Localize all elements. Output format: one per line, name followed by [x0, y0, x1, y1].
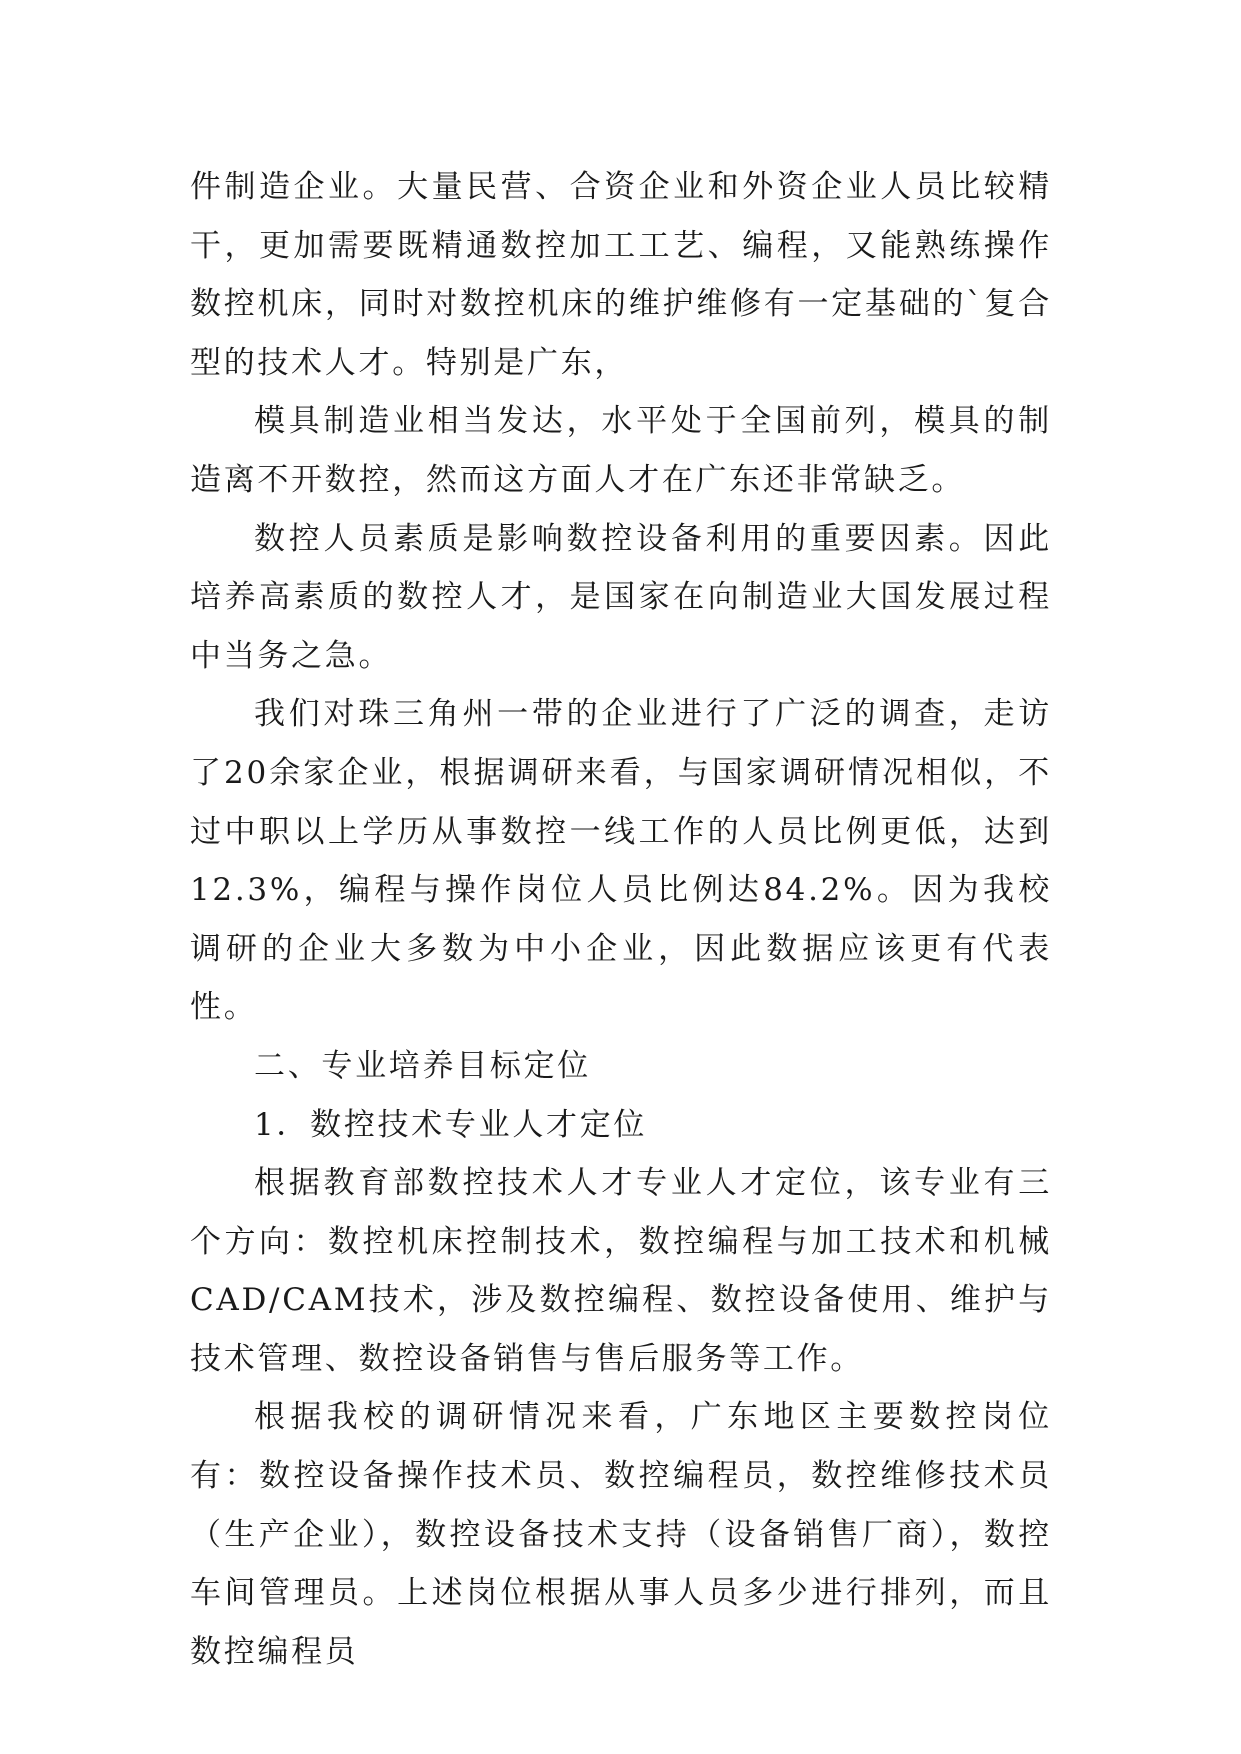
paragraph-5: 根据教育部数控技术人才专业人才定位，该专业有三个方向：数控机床控制技术，数控编程与加工技术和机械CAD/CAM技术，涉及数控编程、数控设备使用、维护与技术管理、数控设备销售与售后服务等工作。 — [190, 1165, 1052, 1377]
paragraph-4: 我们对珠三角州一带的企业进行了广泛的调查，走访了20余家企业，根据调研来看，与国家调研情况相似，不过中职以上学历从事数控一线工作的人员比例更低，达到12.3%，编程与操作岗位人员比例达84.2%。因为我校调研的企业大多数为中小企业，因此数据应该更有代表性。 — [190, 696, 1052, 1026]
paragraph-1: 件制造企业。大量民营、合资企业和外资企业人员比较精干，更加需要既精通数控加工工艺、编程，又能熟练操作数控机床，同时对数控机床的维护维修有一定基础的`复合型的技术人才。特别是广东， — [190, 169, 1052, 381]
subsection-heading: 1．数控技术专业人才定位 — [254, 1106, 648, 1143]
paragraph-3: 数控人员素质是影响数控设备利用的重要因素。因此培养高素质的数控人才，是国家在向制造业大国发展过程中当务之急。 — [190, 520, 1052, 674]
document-body — [190, 158, 1052, 1681]
paragraph-2: 模具制造业相当发达，水平处于全国前列，模具的制造离不开数控，然而这方面人才在广东还非常缺乏。 — [190, 403, 1052, 498]
section-heading: 二、专业培养目标定位 — [254, 1047, 591, 1084]
paragraph-6: 根据我校的调研情况来看，广东地区主要数控岗位有：数控设备操作技术员、数控编程员，数控维修技术员（生产企业），数控设备技术支持（设备销售厂商），数控车间管理员。上述岗位根据从事人员多少进行排列，而且数控编程员 — [190, 1399, 1052, 1670]
